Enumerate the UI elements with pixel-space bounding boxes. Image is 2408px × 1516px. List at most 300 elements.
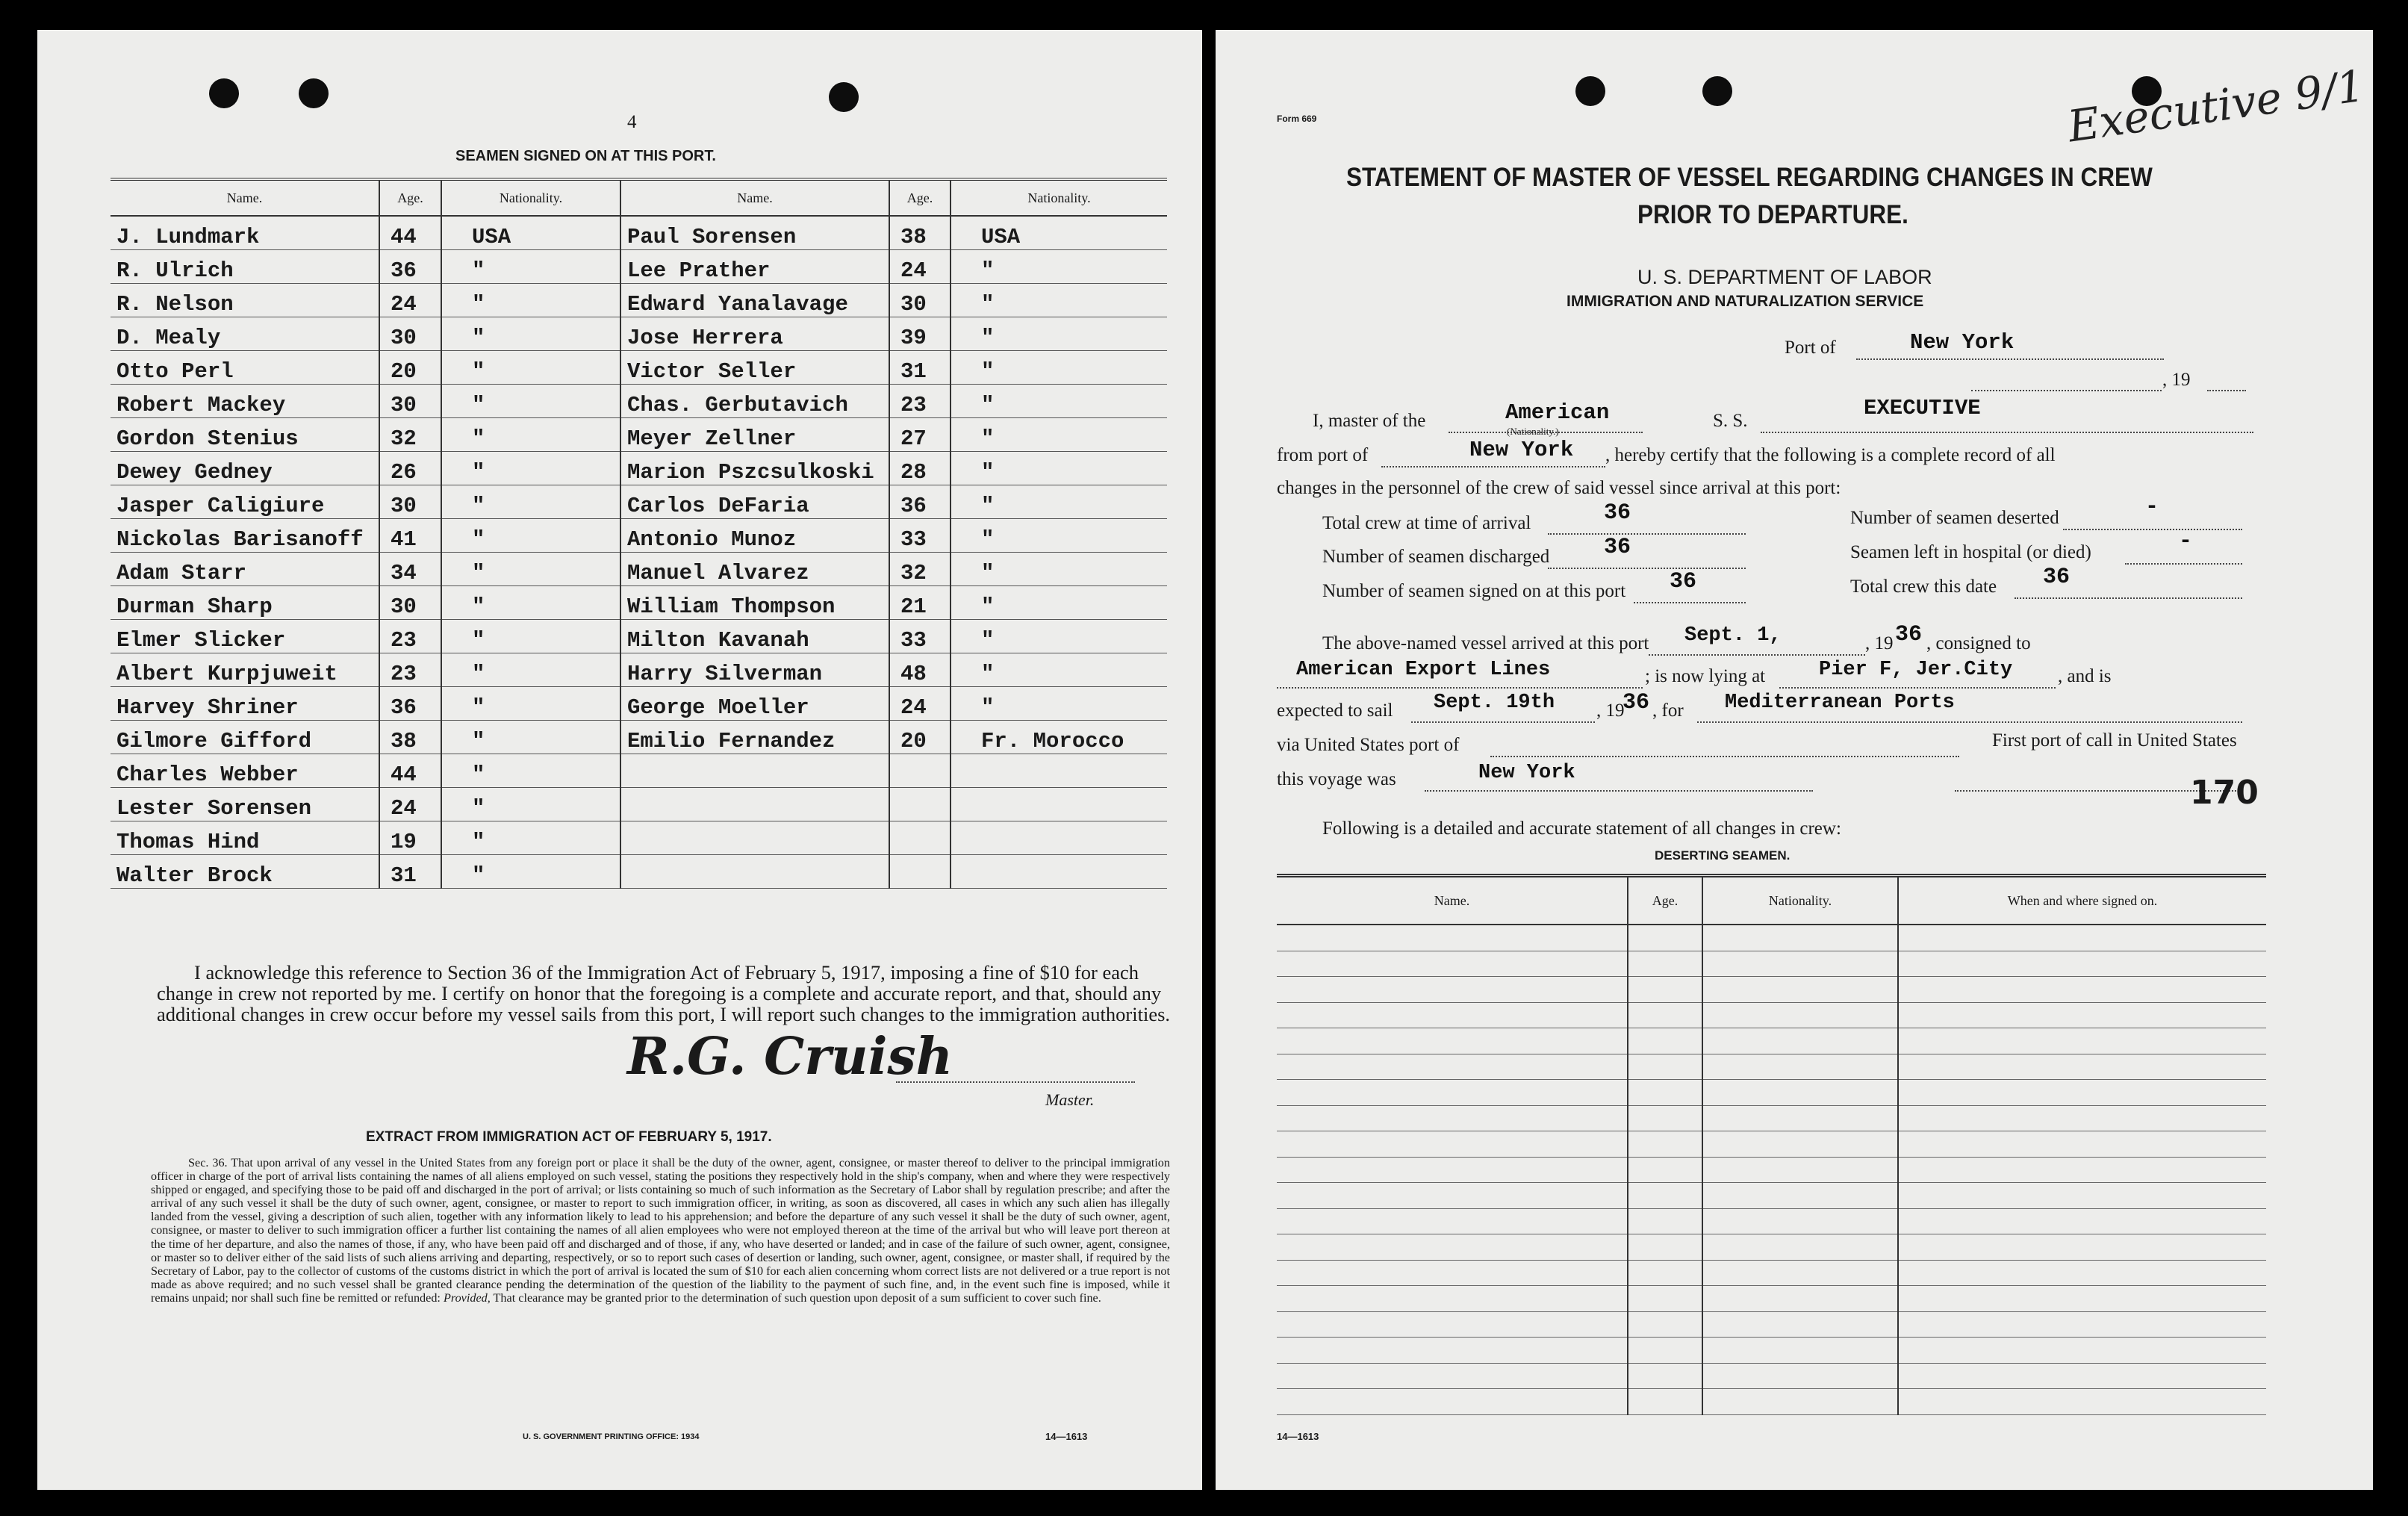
crew-nationality: " bbox=[951, 452, 1167, 485]
crew-age: 44 bbox=[379, 754, 441, 788]
empty-cell bbox=[1702, 1105, 1898, 1131]
crew-name: Gilmore Gifford bbox=[111, 721, 379, 754]
punch-hole bbox=[299, 78, 329, 108]
empty-cell bbox=[1898, 1286, 2266, 1312]
table-row bbox=[111, 620, 1167, 653]
table-row bbox=[1277, 1389, 2266, 1415]
service: IMMIGRATION AND NATURALIZATION SERVICE bbox=[1567, 293, 1924, 310]
crew-age: 27 bbox=[889, 418, 951, 452]
crew-age: 21 bbox=[889, 586, 951, 620]
crew-name bbox=[620, 754, 889, 788]
crew-name: Lester Sorensen bbox=[111, 788, 379, 821]
crew-nationality: " bbox=[951, 284, 1167, 317]
empty-cell bbox=[1277, 977, 1628, 1003]
deserting-seamen-table bbox=[1277, 874, 2266, 1415]
via-label: via United States port of bbox=[1277, 735, 1460, 755]
empty-cell bbox=[1277, 1157, 1628, 1183]
crew-name: Jose Herrera bbox=[620, 317, 889, 351]
first-call-label: First port of call in United States bbox=[1992, 730, 2237, 751]
table-row bbox=[111, 351, 1167, 385]
empty-cell bbox=[1628, 1338, 1702, 1364]
crew-name: Lee Prather bbox=[620, 250, 889, 284]
consigned-label: , consigned to bbox=[1926, 633, 2031, 653]
empty-cell bbox=[1702, 1311, 1898, 1338]
crew-age bbox=[889, 788, 951, 821]
statute-extract bbox=[151, 1156, 1170, 1305]
table-row bbox=[1277, 1131, 2266, 1158]
number-170: 170 bbox=[2190, 774, 2259, 812]
crew-name: George Moeller bbox=[620, 687, 889, 721]
empty-cell bbox=[1702, 1363, 1898, 1389]
crew-name: Charles Webber bbox=[111, 754, 379, 788]
empty-cell bbox=[1898, 1054, 2266, 1080]
crew-age: 33 bbox=[889, 620, 951, 653]
crew-age: 48 bbox=[889, 653, 951, 687]
sail-label: expected to sail bbox=[1277, 700, 1393, 721]
table-row bbox=[1277, 977, 2266, 1003]
empty-cell bbox=[1277, 1183, 1628, 1209]
crew-age: 32 bbox=[379, 418, 441, 452]
crew-age: 19 bbox=[379, 821, 441, 855]
crew-nationality: USA bbox=[441, 216, 620, 250]
arrived-year: 36 bbox=[1895, 622, 1923, 647]
table-row bbox=[1277, 1260, 2266, 1286]
arrived-label: The above-named vessel arrived at this port bbox=[1322, 633, 1649, 653]
table-row bbox=[1277, 1311, 2266, 1338]
crew-age bbox=[889, 821, 951, 855]
empty-cell bbox=[1702, 1260, 1898, 1286]
empty-cell bbox=[1628, 1311, 1702, 1338]
signed-on-value: 36 bbox=[1670, 569, 1697, 594]
crew-nationality: " bbox=[441, 485, 620, 519]
table-row bbox=[1277, 1028, 2266, 1054]
crew-age: 30 bbox=[379, 317, 441, 351]
empty-cell bbox=[1277, 1338, 1628, 1364]
form-code: 14—1613 bbox=[1277, 1431, 1319, 1442]
table-row bbox=[111, 284, 1167, 317]
master-signature: R.G. Cruish bbox=[627, 1027, 953, 1087]
crew-nationality: " bbox=[951, 250, 1167, 284]
year-prefix: , 19 bbox=[2162, 370, 2191, 390]
crew-age: 36 bbox=[889, 485, 951, 519]
col-name-header: Name. bbox=[1277, 876, 1628, 925]
crew-nationality bbox=[951, 788, 1167, 821]
crew-age: 30 bbox=[379, 485, 441, 519]
crew-name: Harry Silverman bbox=[620, 653, 889, 687]
printer-line: U. S. GOVERNMENT PRINTING OFFICE: 1934 bbox=[523, 1432, 700, 1441]
empty-cell bbox=[1898, 1389, 2266, 1415]
crew-name bbox=[620, 855, 889, 889]
table-row bbox=[1277, 1002, 2266, 1028]
col-age-header: Age. bbox=[379, 179, 441, 216]
crew-name: R. Ulrich bbox=[111, 250, 379, 284]
empty-cell bbox=[1277, 1234, 1628, 1261]
certify-text: , hereby certify that the following is a complete record of all bbox=[1605, 445, 2056, 465]
table-row bbox=[111, 418, 1167, 452]
crew-name: Harvey Shriner bbox=[111, 687, 379, 721]
right-page bbox=[1216, 30, 2373, 1490]
crew-age: 38 bbox=[379, 721, 441, 754]
crew-nationality: " bbox=[951, 519, 1167, 553]
empty-cell bbox=[1277, 925, 1628, 951]
crew-nationality bbox=[951, 855, 1167, 889]
discharged-value: 36 bbox=[1604, 535, 1631, 560]
table-row bbox=[111, 216, 1167, 250]
arrived-date: Sept. 1, bbox=[1684, 624, 1782, 647]
from-port-value: New York bbox=[1469, 438, 1574, 462]
crew-nationality: " bbox=[441, 821, 620, 855]
table-row bbox=[1277, 1183, 2266, 1209]
crew-nationality: Fr. Morocco bbox=[951, 721, 1167, 754]
col-name-header: Name. bbox=[111, 179, 379, 216]
consignee-line bbox=[1277, 687, 1643, 689]
empty-cell bbox=[1702, 1286, 1898, 1312]
year-line bbox=[2207, 390, 2246, 391]
empty-cell bbox=[1898, 1105, 2266, 1131]
crew-name: Jasper Caligiure bbox=[111, 485, 379, 519]
crew-name: Albert Kurpjuweit bbox=[111, 653, 379, 687]
crew-nationality: " bbox=[951, 418, 1167, 452]
empty-cell bbox=[1898, 1157, 2266, 1183]
sail-year-prefix: , 19 bbox=[1596, 700, 1625, 721]
empty-cell bbox=[1277, 1389, 1628, 1415]
hospital-label: Seamen left in hospital (or died) bbox=[1850, 542, 2091, 562]
empty-cell bbox=[1277, 1105, 1628, 1131]
table-row bbox=[1277, 1234, 2266, 1261]
empty-cell bbox=[1628, 1363, 1702, 1389]
form-title-line2: PRIOR TO DEPARTURE. bbox=[1637, 200, 1908, 229]
empty-cell bbox=[1628, 1183, 1702, 1209]
lying-label: ; is now lying at bbox=[1645, 666, 1766, 686]
crew-age: 30 bbox=[889, 284, 951, 317]
empty-cell bbox=[1898, 977, 2266, 1003]
crew-nationality: " bbox=[441, 385, 620, 418]
empty-cell bbox=[1277, 1054, 1628, 1080]
empty-cell bbox=[1702, 1002, 1898, 1028]
empty-cell bbox=[1702, 1234, 1898, 1261]
crew-nationality: " bbox=[441, 754, 620, 788]
crew-nationality: " bbox=[441, 519, 620, 553]
crew-name: R. Nelson bbox=[111, 284, 379, 317]
crew-age bbox=[889, 855, 951, 889]
crew-nationality: " bbox=[441, 721, 620, 754]
port-label: Port of bbox=[1785, 338, 1836, 358]
page-number: 4 bbox=[627, 112, 637, 132]
empty-cell bbox=[1702, 1131, 1898, 1158]
crew-name: Durman Sharp bbox=[111, 586, 379, 620]
empty-cell bbox=[1898, 1028, 2266, 1054]
crew-age: 30 bbox=[379, 586, 441, 620]
empty-cell bbox=[1702, 951, 1898, 977]
crew-age: 44 bbox=[379, 216, 441, 250]
left-page bbox=[37, 30, 1202, 1490]
crew-name: Antonio Munoz bbox=[620, 519, 889, 553]
table-row bbox=[111, 653, 1167, 687]
crew-name: J. Lundmark bbox=[111, 216, 379, 250]
empty-cell bbox=[1628, 1286, 1702, 1312]
crew-nationality: " bbox=[441, 620, 620, 653]
nationality-caption: (Nationality.) bbox=[1507, 426, 1559, 437]
crew-name: Chas. Gerbutavich bbox=[620, 385, 889, 418]
punch-hole bbox=[829, 82, 859, 112]
punch-hole bbox=[209, 78, 239, 108]
table-row bbox=[1277, 1157, 2266, 1183]
crew-nationality: " bbox=[441, 351, 620, 385]
form-code: 14—1613 bbox=[1045, 1431, 1088, 1442]
empty-cell bbox=[1277, 1002, 1628, 1028]
destination: Mediterranean Ports bbox=[1725, 692, 1955, 714]
table-row bbox=[1277, 951, 2266, 977]
crew-age: 41 bbox=[379, 519, 441, 553]
hospital-value: - bbox=[2179, 529, 2193, 554]
crew-name: Meyer Zellner bbox=[620, 418, 889, 452]
crew-age: 34 bbox=[379, 553, 441, 586]
empty-cell bbox=[1628, 925, 1702, 951]
crew-age: 24 bbox=[379, 788, 441, 821]
nationality-value: American bbox=[1505, 400, 1610, 425]
punch-hole bbox=[1702, 76, 1732, 106]
empty-cell bbox=[1628, 1234, 1702, 1261]
empty-cell bbox=[1898, 925, 2266, 951]
arrived-year-prefix: , 19 bbox=[1865, 633, 1894, 653]
empty-cell bbox=[1898, 1002, 2266, 1028]
table-row bbox=[111, 754, 1167, 788]
crew-name: Victor Seller bbox=[620, 351, 889, 385]
crew-age: 23 bbox=[379, 620, 441, 653]
vessel-line bbox=[1761, 432, 2253, 433]
crew-name: Walter Brock bbox=[111, 855, 379, 889]
empty-cell bbox=[1277, 1080, 1628, 1106]
sail-year: 36 bbox=[1623, 690, 1650, 715]
empty-cell bbox=[1898, 1131, 2266, 1158]
consignee-value: American Export Lines bbox=[1296, 659, 1551, 681]
form-title-line1: STATEMENT OF MASTER OF VESSEL REGARDING CHANGES IN CREW bbox=[1346, 163, 2153, 192]
crew-age: 33 bbox=[889, 519, 951, 553]
total-crew-arrival-label: Total crew at time of arrival bbox=[1322, 513, 1531, 533]
crew-nationality: " bbox=[441, 586, 620, 620]
sail-line bbox=[1411, 721, 1595, 723]
crew-name: Milton Kavanah bbox=[620, 620, 889, 653]
crew-nationality: " bbox=[441, 250, 620, 284]
crew-nationality: " bbox=[951, 653, 1167, 687]
empty-cell bbox=[1277, 1131, 1628, 1158]
crew-name: D. Mealy bbox=[111, 317, 379, 351]
crew-name: Adam Starr bbox=[111, 553, 379, 586]
col-age-header: Age. bbox=[1628, 876, 1702, 925]
col-nationality-header: Nationality. bbox=[1702, 876, 1898, 925]
empty-cell bbox=[1277, 1028, 1628, 1054]
voyage-line bbox=[1425, 790, 1813, 792]
signature-line bbox=[896, 1081, 1135, 1083]
arrived-line bbox=[1649, 654, 1865, 656]
empty-cell bbox=[1702, 977, 1898, 1003]
crew-nationality: " bbox=[951, 687, 1167, 721]
form-label: Form 669 bbox=[1277, 114, 1317, 124]
destination-line bbox=[1697, 721, 2242, 723]
col-name-header: Name. bbox=[620, 179, 889, 216]
crew-nationality: " bbox=[951, 620, 1167, 653]
col-when-where-header: When and where signed on. bbox=[1898, 876, 2266, 925]
crew-nationality: " bbox=[951, 485, 1167, 519]
crew-age: 31 bbox=[379, 855, 441, 889]
total-crew-date-label: Total crew this date bbox=[1850, 577, 1997, 597]
deserted-value: - bbox=[2145, 494, 2159, 520]
table-row bbox=[111, 519, 1167, 553]
crew-name bbox=[620, 788, 889, 821]
table-row bbox=[111, 250, 1167, 284]
statute-proviso-label: Provided, bbox=[443, 1290, 491, 1305]
crew-name: Edward Yanalavage bbox=[620, 284, 889, 317]
crew-name: Thomas Hind bbox=[111, 821, 379, 855]
crew-age: 30 bbox=[379, 385, 441, 418]
crew-age: 39 bbox=[889, 317, 951, 351]
crew-name: Emilio Fernandez bbox=[620, 721, 889, 754]
via-line bbox=[1490, 756, 1959, 757]
crew-nationality: USA bbox=[951, 216, 1167, 250]
crew-age: 36 bbox=[379, 687, 441, 721]
crew-name bbox=[620, 821, 889, 855]
crew-nationality: " bbox=[441, 553, 620, 586]
empty-cell bbox=[1277, 1363, 1628, 1389]
total-crew-arrival-value: 36 bbox=[1604, 500, 1631, 526]
empty-cell bbox=[1702, 1080, 1898, 1106]
crew-age: 24 bbox=[889, 687, 951, 721]
table-row bbox=[111, 821, 1167, 855]
empty-cell bbox=[1628, 1105, 1702, 1131]
sail-date: Sept. 19th bbox=[1434, 692, 1555, 714]
vessel-name: EXECUTIVE bbox=[1864, 396, 1981, 420]
table-row bbox=[1277, 1080, 2266, 1106]
from-port-line bbox=[1381, 466, 1605, 467]
crew-age: 32 bbox=[889, 553, 951, 586]
crew-name: Otto Perl bbox=[111, 351, 379, 385]
crew-nationality bbox=[951, 821, 1167, 855]
col-nationality-header: Nationality. bbox=[441, 179, 620, 216]
table-row bbox=[111, 788, 1167, 821]
crew-age: 38 bbox=[889, 216, 951, 250]
empty-cell bbox=[1628, 1131, 1702, 1158]
empty-cell bbox=[1277, 1311, 1628, 1338]
empty-cell bbox=[1898, 1311, 2266, 1338]
hospital-line bbox=[2125, 563, 2242, 565]
crew-nationality: " bbox=[441, 855, 620, 889]
voyage-value: New York bbox=[1478, 762, 1575, 784]
handwritten-note: Executive 9/1 bbox=[2065, 60, 2368, 152]
empty-cell bbox=[1702, 1183, 1898, 1209]
crew-name: William Thompson bbox=[620, 586, 889, 620]
crew-name: Marion Pszcsulkoski bbox=[620, 452, 889, 485]
changes-text: changes in the personnel of the crew of said vessel since arrival at this port: bbox=[1277, 478, 1841, 498]
crew-name: Robert Mackey bbox=[111, 385, 379, 418]
crew-age: 20 bbox=[379, 351, 441, 385]
empty-cell bbox=[1628, 1389, 1702, 1415]
deserting-title: DESERTING SEAMEN. bbox=[1655, 848, 1791, 863]
and-is: , and is bbox=[2058, 666, 2112, 686]
statute-proviso: That clearance may be granted prior to the determination of such question upon deposit of a sum sufficient to cover such fine. bbox=[493, 1290, 1101, 1305]
crew-nationality: " bbox=[441, 317, 620, 351]
punch-hole bbox=[1575, 76, 1605, 106]
empty-cell bbox=[1702, 1157, 1898, 1183]
department: U. S. DEPARTMENT OF LABOR bbox=[1637, 266, 1932, 288]
table-row bbox=[1277, 925, 2266, 951]
crew-nationality: " bbox=[441, 418, 620, 452]
table-row bbox=[1277, 1054, 2266, 1080]
crew-age: 24 bbox=[379, 284, 441, 317]
empty-cell bbox=[1898, 1260, 2266, 1286]
empty-cell bbox=[1898, 1183, 2266, 1209]
lying-line bbox=[1779, 687, 2056, 689]
from-port-label: from port of bbox=[1277, 445, 1369, 465]
table-row bbox=[1277, 1363, 2266, 1389]
crew-age: 24 bbox=[889, 250, 951, 284]
table-row bbox=[111, 485, 1167, 519]
for-label: , for bbox=[1652, 700, 1684, 721]
crew-name: Carlos DeFaria bbox=[620, 485, 889, 519]
empty-cell bbox=[1702, 1208, 1898, 1234]
total-crew-date-value: 36 bbox=[2043, 565, 2071, 590]
lying-value: Pier F, Jer.City bbox=[1819, 659, 2013, 681]
empty-cell bbox=[1898, 1338, 2266, 1364]
crew-age: 31 bbox=[889, 351, 951, 385]
total-crew-date-line bbox=[2015, 597, 2242, 599]
empty-cell bbox=[1628, 1260, 1702, 1286]
crew-name: Nickolas Barisanoff bbox=[111, 519, 379, 553]
table-row bbox=[1277, 1338, 2266, 1364]
deserted-line bbox=[2063, 529, 2242, 530]
empty-cell bbox=[1277, 1286, 1628, 1312]
empty-cell bbox=[1702, 1054, 1898, 1080]
table-row bbox=[111, 586, 1167, 620]
crew-nationality: " bbox=[951, 553, 1167, 586]
total-crew-arrival-line bbox=[1548, 533, 1746, 535]
crew-nationality: " bbox=[951, 586, 1167, 620]
col-nationality-header: Nationality. bbox=[951, 179, 1167, 216]
crew-age: 28 bbox=[889, 452, 951, 485]
empty-cell bbox=[1277, 1208, 1628, 1234]
port-value: New York bbox=[1910, 330, 2015, 355]
empty-cell bbox=[1628, 1157, 1702, 1183]
statute-text: Sec. 36. That upon arrival of any vessel in the United States from any foreign port or place it shall be the duty of the owner, agent, consignee, or master thereof to deliver to the principal immigration officer in charge of the port of arrival lists containing the names of all aliens employed on such vessel, stating the positions they respectively hold in the ship's company, when and where they were respectively shipped or engaged, and specifying those to be paid off and discharged in the port of arrival; or lists containing so much of such information as the Secretary of Labor shall by regulation prescribe; and after the arrival of any such vessel it shall be the duty of such owner, agent, consignee, or master to report to such immigration officer, in writing, as soon as discovered, all cases in which any such alien has illegally landed from the vessel, giving a description of such alien, together with any information likely to lead to his apprehension; and before the departure of any such vessel it shall be the duty of such owner, agent, consignee, or master to deliver to such immigration officer a further list containing the names of all alien employees who were not employed thereon at the time of the arrival but who will leave port thereon at the time of her departure, and also the names of those, if any, who have been paid off and discharged and of those, if any, who have deserted or landed; and in case of the failure of such owner, agent, consignee, or master so to deliver either of the said lists of such aliens arriving and departing, respectively, or so to report such cases of desertion or landing, such owner, agent, consignee, or master shall, if required by the Secretary of Labor, pay to the collector of customs of the customs district in which the port of arrival is located the sum of $10 for each alien concerning whom correct lists are not delivered or a true report is not made as above required; and no such vessel shall be granted clearance pending the determination of the question of the liability to the payment of such fine, and, in the event such fine is imposed, while it remains unpaid; nor shall such fine be remitted or refunded: bbox=[151, 1156, 1170, 1305]
crew-name: Manuel Alvarez bbox=[620, 553, 889, 586]
crew-name: Paul Sorensen bbox=[620, 216, 889, 250]
table-row bbox=[1277, 1105, 2266, 1131]
deserted-label: Number of seamen deserted bbox=[1850, 508, 2059, 528]
table-row bbox=[111, 452, 1167, 485]
master-label: Master. bbox=[1045, 1090, 1095, 1109]
discharged-label: Number of seamen discharged bbox=[1322, 547, 1550, 567]
col-age-header: Age. bbox=[889, 179, 951, 216]
empty-cell bbox=[1898, 1080, 2266, 1106]
crew-name: Elmer Slicker bbox=[111, 620, 379, 653]
crew-age: 36 bbox=[379, 250, 441, 284]
crew-age: 23 bbox=[379, 653, 441, 687]
empty-cell bbox=[1898, 1208, 2266, 1234]
table-row bbox=[111, 385, 1167, 418]
table-row bbox=[111, 553, 1167, 586]
signed-on-label: Number of seamen signed on at this port bbox=[1322, 581, 1626, 601]
empty-cell bbox=[1702, 1028, 1898, 1054]
empty-cell bbox=[1628, 1054, 1702, 1080]
extract-title: EXTRACT FROM IMMIGRATION ACT OF FEBRUARY 5, 1917. bbox=[366, 1129, 772, 1145]
empty-cell bbox=[1628, 1002, 1702, 1028]
empty-cell bbox=[1702, 1389, 1898, 1415]
empty-cell bbox=[1898, 951, 2266, 977]
empty-cell bbox=[1702, 1338, 1898, 1364]
table-row bbox=[111, 687, 1167, 721]
table-row bbox=[111, 721, 1167, 754]
empty-cell bbox=[1277, 951, 1628, 977]
date-line bbox=[1971, 390, 2162, 391]
